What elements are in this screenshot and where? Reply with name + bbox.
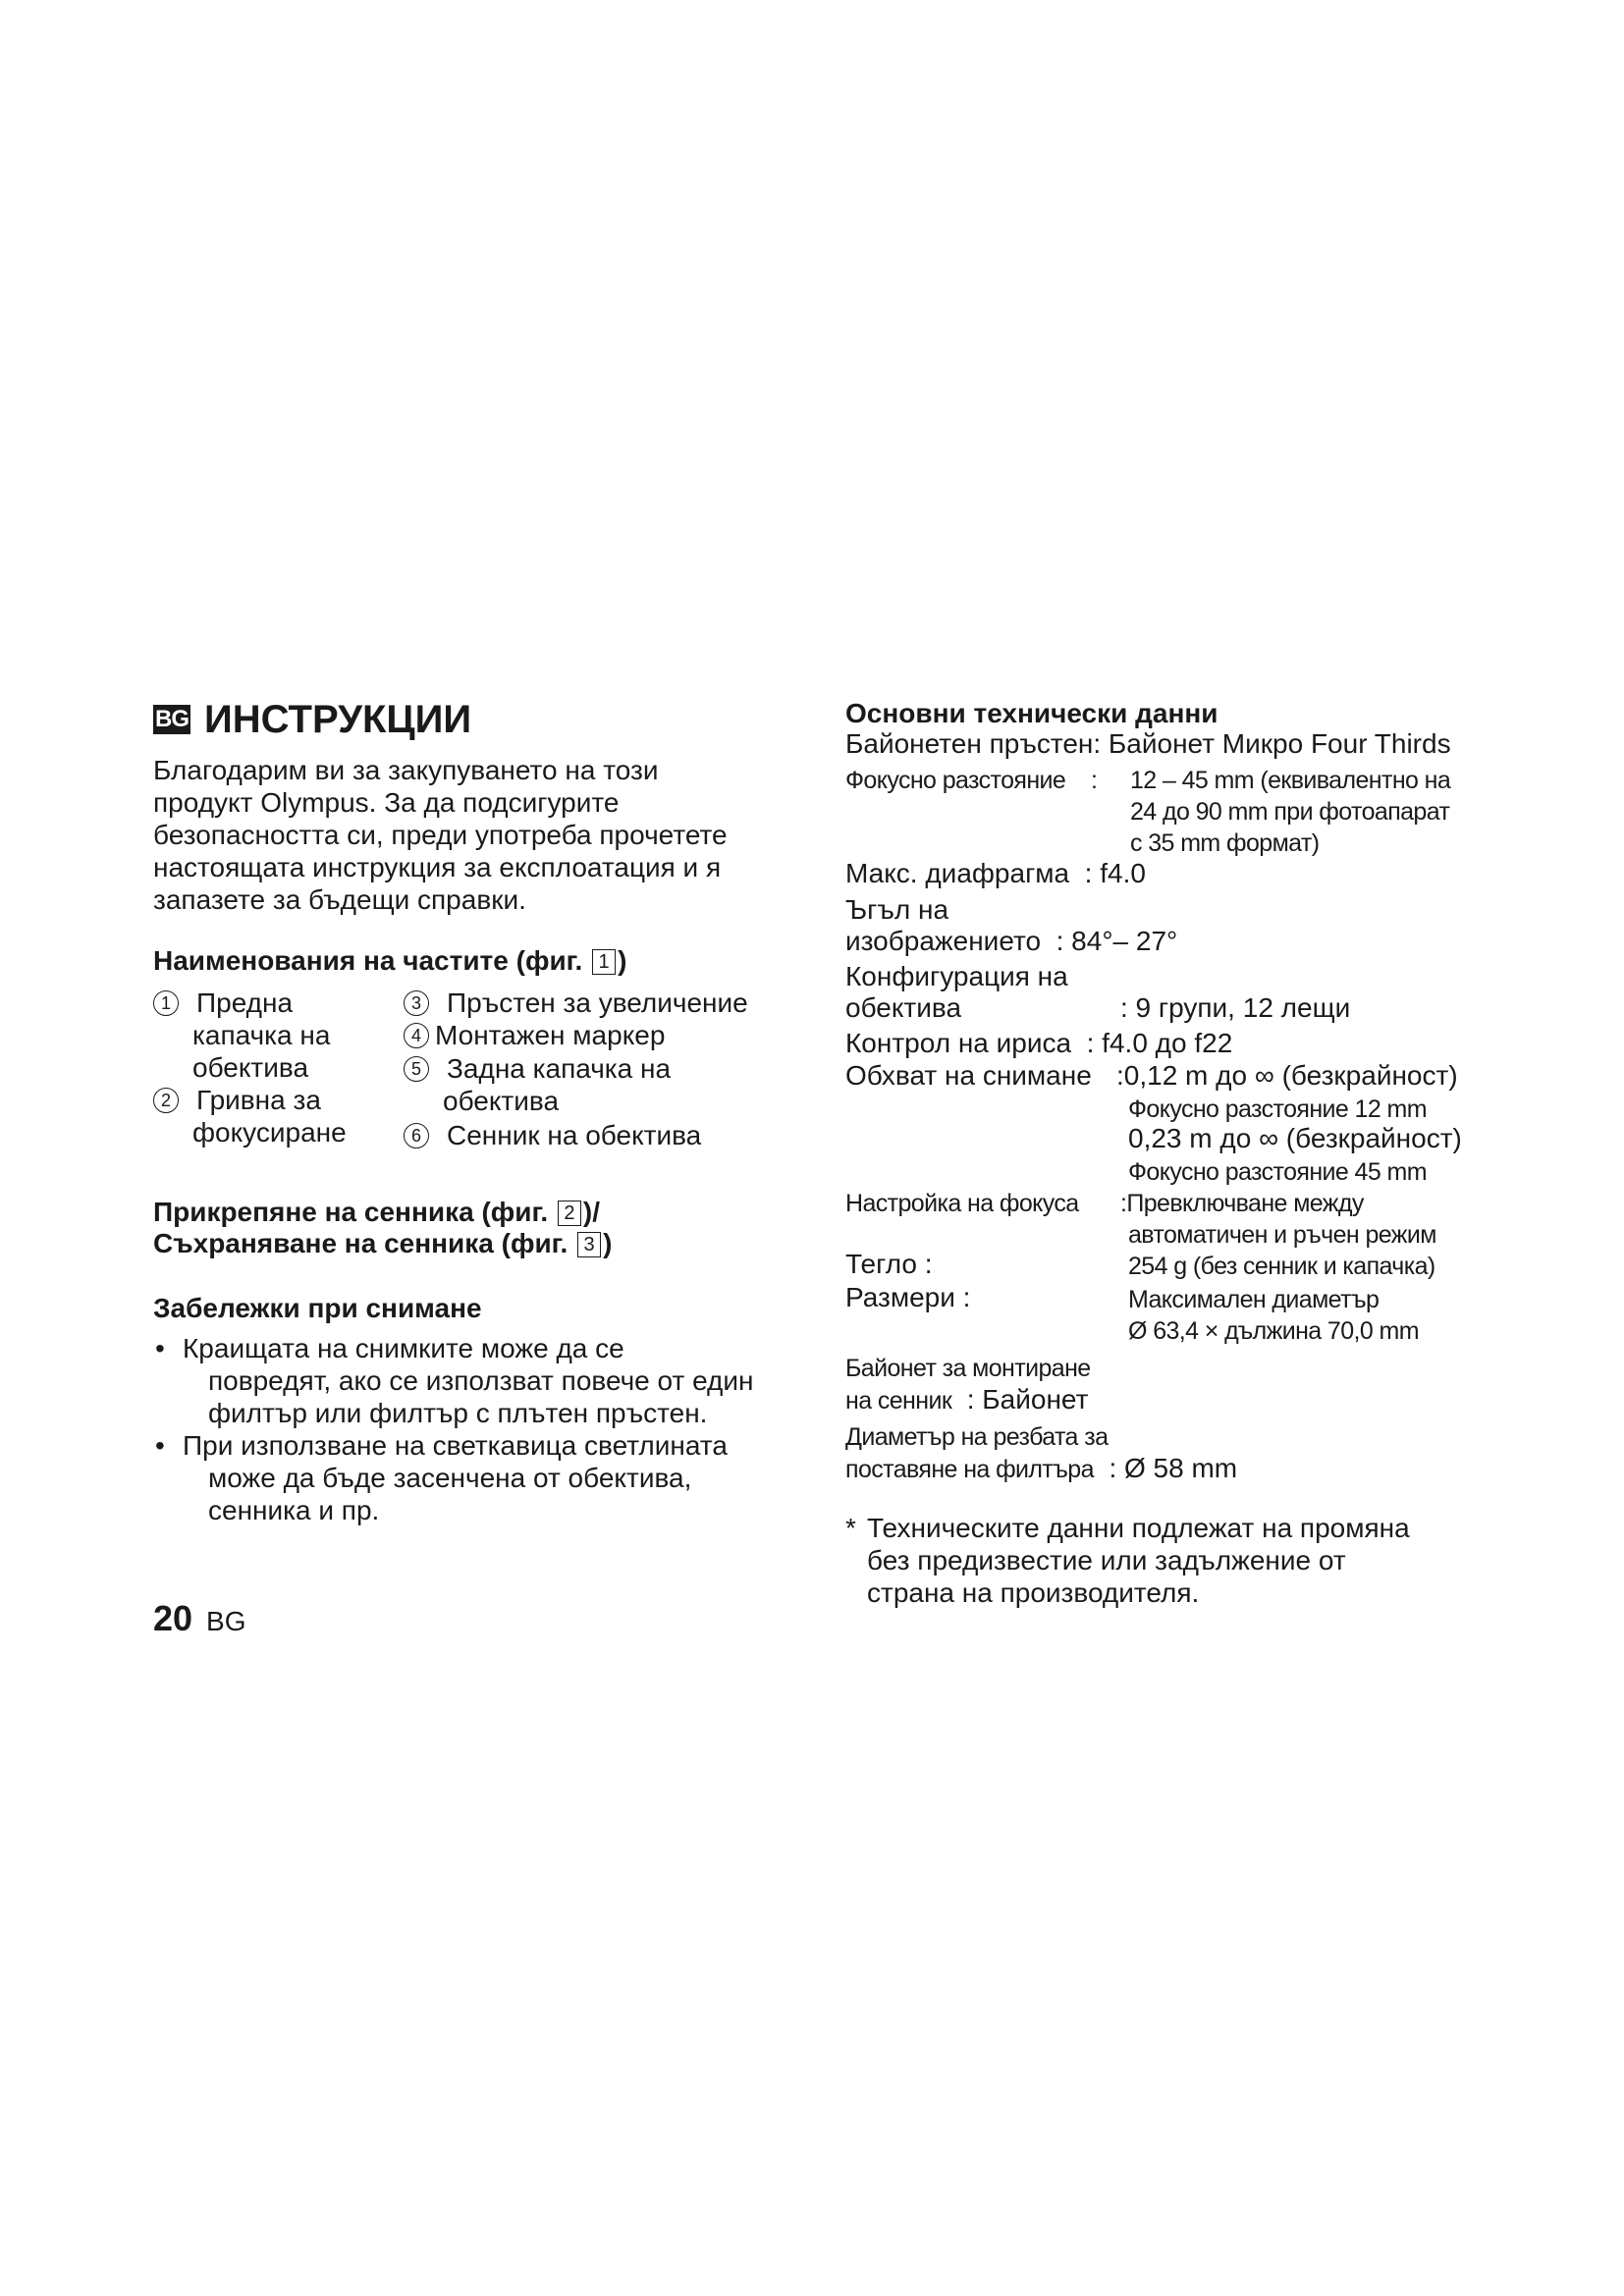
intro-paragraph: [153, 754, 782, 916]
note-line: Краищата на снимките може да се: [183, 1333, 624, 1363]
circled-number: 5: [404, 1056, 429, 1082]
spec-value: :0,12 m до ∞ (безкрайност): [1116, 1060, 1458, 1091]
spec-row-mount: [845, 728, 1493, 761]
hood-heading-text: Съхраняване на сенника (фиг.: [153, 1228, 576, 1258]
figure-ref-1: 1: [592, 949, 616, 975]
spec-value: : 9 групи, 12 лещи: [1120, 992, 1351, 1023]
spec-label: Тегло :: [845, 1249, 933, 1279]
spec-value: : Байонет: [966, 1384, 1089, 1415]
bullet-marker: •: [155, 1333, 165, 1363]
parts-heading: [153, 945, 782, 977]
spec-label: на сенник: [845, 1387, 952, 1415]
circled-number: 4: [404, 1023, 429, 1048]
spec-label: Настройка на фокуса: [845, 1190, 1079, 1217]
spec-row-iris: [845, 1028, 1493, 1060]
spec-row-hood-mount: [845, 1353, 1493, 1415]
spec-value: автоматичен и ръчен режим: [1128, 1221, 1436, 1249]
spec-value: Фокусно разстояние 12 mm: [1128, 1095, 1427, 1123]
note-line: може да бъде засенчена от обектива,: [208, 1463, 692, 1493]
spec-value: 0,23 m до ∞ (безкрайност): [1128, 1123, 1462, 1153]
part-item-6: [404, 1119, 701, 1151]
spec-label: Байонетен пръстен: [845, 728, 1094, 759]
spec-value: 12 – 45 mm (еквивалентно на: [1130, 767, 1451, 794]
footnote-line: без предизвестие или задължение от: [867, 1545, 1346, 1575]
note-line: При използване на светкавица светлината: [183, 1430, 728, 1461]
spec-label: Обхват на снимане: [845, 1060, 1092, 1091]
note-line: сенника и пр.: [208, 1495, 380, 1525]
specifications-table: [845, 728, 1493, 1486]
spec-row-angle: [845, 894, 1493, 957]
parts-heading-text: Наименования на частите (фиг.: [153, 945, 591, 976]
part-label: Сенник на обектива: [447, 1120, 702, 1150]
spec-value: Максимален диаметър: [1128, 1286, 1380, 1313]
part-item-3: [404, 987, 748, 1019]
part-label: обектива: [192, 1052, 309, 1083]
spec-label: Фокусно разстояние: [845, 767, 1066, 794]
part-label: Предна: [196, 988, 294, 1018]
part-label: Монтажен маркер: [435, 1020, 666, 1050]
part-item-2: [153, 1084, 347, 1148]
spec-label: поставяне на филтъра: [845, 1456, 1094, 1483]
spec-row-filter: [845, 1421, 1493, 1486]
spec-row-configuration: [845, 961, 1493, 1024]
page-title: ИНСТРУКЦИИ: [204, 697, 472, 741]
parts-heading-end: ): [618, 945, 627, 976]
page-language: BG: [206, 1606, 246, 1636]
spec-value: : Ø 58 mm: [1109, 1453, 1238, 1483]
note-line: филтър или филтър с плътен пръстен.: [208, 1398, 708, 1428]
spec-label: Конфигурация на: [845, 961, 1068, 991]
spec-value: : f4.0: [1084, 858, 1146, 888]
spec-value: : Байонет Микро Four Thirds: [1093, 728, 1451, 759]
spec-value: с 35 mm формат): [1130, 829, 1320, 857]
spec-value: : 84°– 27°: [1056, 926, 1178, 956]
intro-line: продукт Olympus. За да подсигурите: [153, 787, 620, 818]
spec-label: обектива: [845, 992, 962, 1023]
part-label: Задна капачка на: [447, 1053, 672, 1084]
footnote-line: Техническите данни подлежат на промяна: [867, 1513, 1410, 1543]
spec-label: Контрол на ириса: [845, 1028, 1072, 1058]
spec-value: Фокусно разстояние 45 mm: [1128, 1158, 1427, 1186]
circled-number: 6: [404, 1123, 429, 1148]
hood-heading-text: Прикрепяне на сенника (фиг.: [153, 1197, 556, 1227]
part-label: фокусиране: [192, 1117, 347, 1148]
figure-ref-2: 2: [558, 1201, 581, 1226]
spec-label: Макс. диафрагма: [845, 858, 1070, 888]
circled-number: 3: [404, 990, 429, 1016]
part-label: обектива: [443, 1086, 560, 1116]
specifications-column: [845, 699, 1493, 1609]
intro-line: безопасността си, преди употреба прочетете: [153, 820, 728, 850]
instructions-column: [153, 693, 782, 1526]
note-line: повредят, ако се използват повече от един: [208, 1365, 754, 1396]
page-number-value: 20: [153, 1598, 193, 1638]
spec-row-shooting-range: [845, 1060, 1493, 1186]
part-label: Пръстен за увеличение: [447, 988, 748, 1018]
figure-ref-3: 3: [577, 1232, 601, 1257]
bullet-marker: •: [155, 1430, 165, 1461]
part-label: капачка на: [192, 1020, 331, 1050]
spec-row-weight: [845, 1249, 1493, 1282]
list-item: [153, 1332, 782, 1429]
circled-number: 1: [153, 990, 179, 1016]
spec-colon: :: [1091, 767, 1098, 794]
spec-label: Диаметър на резбата за: [845, 1423, 1109, 1451]
part-item-4: [404, 1019, 665, 1051]
spec-label: Размери :: [845, 1282, 971, 1312]
intro-line: настоящата инструкция за експлоатация и я: [153, 852, 722, 882]
notes-heading: Забележки при снимане: [153, 1293, 482, 1323]
specifications-heading: Основни технически данни: [845, 698, 1218, 728]
intro-line: запазете за бъдещи справки.: [153, 884, 526, 915]
footnote-line: страна на производителя.: [867, 1577, 1200, 1608]
spec-label: Ъгъл на: [845, 894, 949, 925]
part-item-5: [404, 1052, 671, 1117]
hood-heading-end: )/: [582, 1197, 601, 1227]
spec-row-focus: [845, 1186, 1493, 1249]
spec-value: : f4.0 до f22: [1086, 1028, 1233, 1058]
circled-number: 2: [153, 1088, 179, 1113]
page-number: [153, 1598, 246, 1639]
notes-list: [153, 1332, 782, 1526]
spec-row-focal-length: [845, 761, 1493, 858]
spec-row-dimensions: [845, 1282, 1493, 1347]
hood-heading: [153, 1197, 782, 1259]
footnote-asterisk: *: [845, 1513, 856, 1543]
part-label: Гривна за: [196, 1085, 321, 1115]
spec-value: 254 g (без сенник и капачка): [1128, 1253, 1435, 1280]
list-item: [153, 1429, 782, 1526]
language-badge: BG: [155, 706, 189, 732]
specifications-footnote: [845, 1512, 1493, 1609]
spec-value: :Превключване между: [1120, 1190, 1364, 1217]
parts-list: [153, 987, 782, 1161]
spec-value: Ø 63,4 × дължина 70,0 mm: [1128, 1317, 1419, 1345]
spec-label: Байонет за монтиране: [845, 1355, 1091, 1382]
spec-label: изображението: [845, 926, 1042, 956]
part-item-1: [153, 987, 330, 1084]
spec-row-aperture: [845, 858, 1493, 890]
spec-value: 24 до 90 mm при фотоапарат: [1130, 798, 1450, 826]
intro-line: Благодарим ви за закупуването на този: [153, 755, 659, 785]
hood-heading-end: ): [603, 1228, 613, 1258]
title-row: [153, 693, 782, 746]
